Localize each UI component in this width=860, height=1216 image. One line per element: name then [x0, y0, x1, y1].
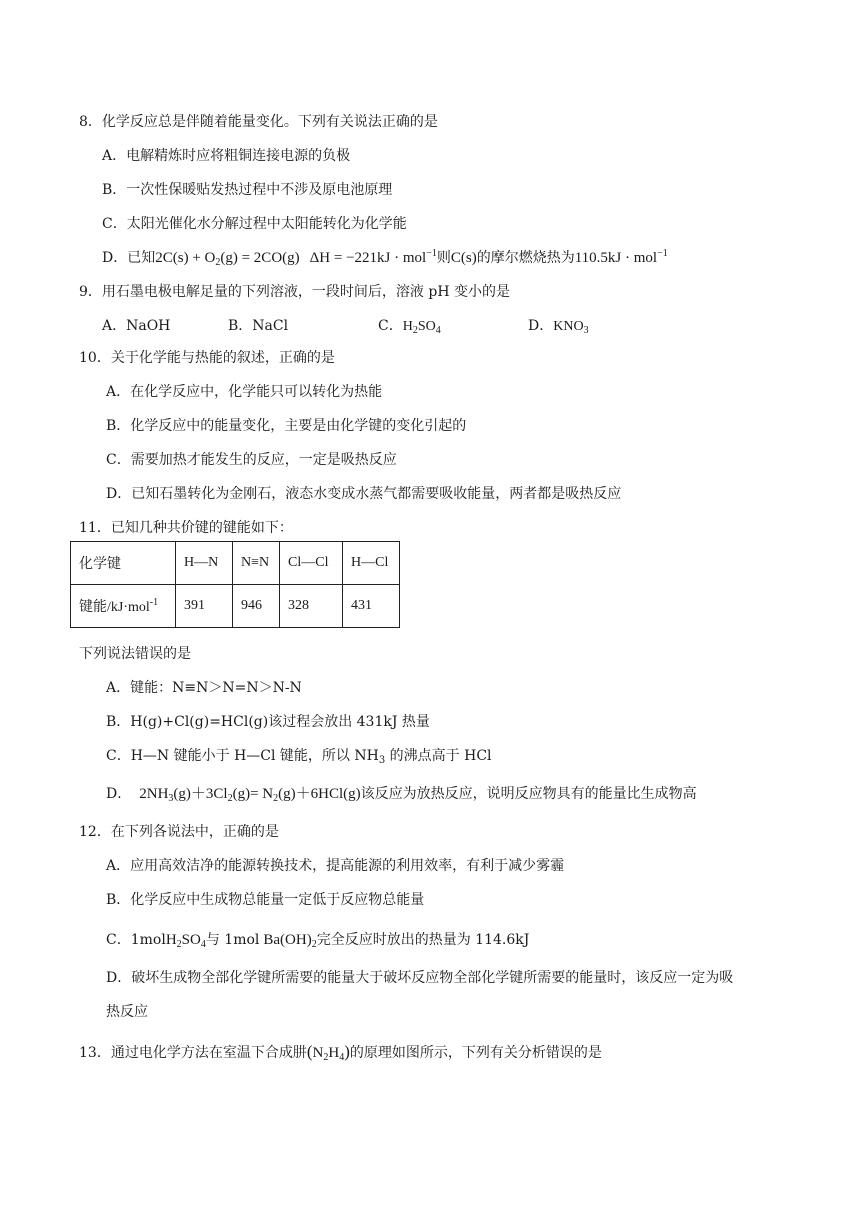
table-row: [71, 585, 400, 628]
q8-d-enthalpy: ΔH = −221kJ · mol$^{-1}$: [309, 248, 437, 266]
q13-stem: 13．通过电化学方法在室温下合成肼$(N_2H_4)$的原理如图所示，下列有关分析错误的是: [79, 1042, 602, 1063]
q10-option-b: B．化学反应中的能量变化，主要是由化学键的变化引起的: [106, 418, 467, 434]
q11-d-equation: $2NH_3(g)+3Cl_2(g)= N_2(g)+6HCl(g)$: [139, 786, 361, 804]
q12-option-a: A．应用高效洁净的能源转换技术，提高能源的利用效率，有利于减少雾霾: [106, 858, 565, 874]
table-header-row: [71, 542, 400, 585]
q8-option-c: C．太阳光催化水分解过程中太阳能转化为化学能: [102, 216, 407, 232]
table-header-cell: 化学键: [71, 542, 176, 585]
q8-option-b: B．一次性保暖贴发热过程中不涉及原电池原理: [102, 182, 393, 198]
q9-option-c: C．$H_2SO_4$: [378, 318, 441, 336]
q9-option-d: D．$KNO_3$: [528, 318, 589, 336]
q12-option-b: B．化学反应中生成物总能量一定低于反应物总能量: [106, 892, 425, 908]
table-header-cell: Cl—Cl: [280, 542, 343, 585]
q11-option-b: B．H(g)+Cl(g)=HCl(g)该过程会放出 431kJ 热量: [106, 714, 430, 730]
table-header-cell: H—Cl: [343, 542, 400, 585]
q12-option-d-line2: 热反应: [106, 1004, 148, 1020]
table-cell: 328: [280, 585, 343, 628]
table-header-cell: N≡N: [233, 542, 280, 585]
q8-option-a: A．电解精炼时应将粗铜连接电源的负极: [102, 148, 351, 164]
q10-option-d: D．已知石墨转化为金刚石，液态水变成水蒸气都需要吸收能量，两者都是吸热反应: [106, 486, 622, 502]
table-row-label: 键能/kJ·mol$^{-1}$: [71, 585, 176, 628]
q11-stem: 11．已知几种共价键的键能如下：: [79, 520, 293, 536]
q10-stem: 10．关于化学能与热能的叙述，正确的是: [79, 350, 335, 366]
q11-option-c: C．H—N 键能小于 H—Cl 键能，所以 $NH_3$ 的沸点高于 HCl: [106, 748, 492, 766]
q9-option-a: A．NaOH: [102, 318, 171, 334]
bond-energy-table: [70, 541, 400, 628]
q10-option-c: C．需要加热才能发生的反应，一定是吸热反应: [106, 452, 397, 468]
table-cell: 391: [176, 585, 233, 628]
q8-stem: 8．化学反应总是伴随着能量变化。下列有关说法正确的是: [79, 114, 438, 130]
q8-d-value: 110.5kJ · mol$^{-1}$: [574, 248, 668, 266]
q12-stem: 12．在下列各说法中，正确的是: [79, 824, 279, 840]
table-header-cell: H—N: [176, 542, 233, 585]
q9-option-b: B．NaCl: [228, 318, 289, 334]
q11-after-text: 下列说法错误的是: [79, 646, 191, 662]
q9-stem: 9．用石墨电极电解足量的下列溶液，一段时间后，溶液 pH 变小的是: [79, 284, 510, 300]
q8-d-equation: $2C(s) + O_2(g) = 2CO(g)$: [155, 250, 300, 268]
q12-option-d-line1: D．破坏生成物全部化学键所需要的能量大于破坏反应物全部化学键所需要的能量时，该反应一定为吸: [106, 970, 734, 986]
table-cell: 946: [233, 585, 280, 628]
q10-option-a: A．在化学反应中，化学能只可以转化为热能: [106, 384, 383, 400]
q13-formula: $(N_2H_4)$: [306, 1042, 350, 1063]
q8-option-d: D．已知$2C(s) + O_2(g) = 2CO(g) \Delta H = -221kJ \cdot mol^{-1}$则C(s)的摩尔燃烧热为110.5kJ · mol$^{-1}$: [102, 248, 668, 268]
q12-option-c: C．$1molH_2SO_4$与 1mol $Ba(OH)_2$完全反应时放出的热量为 114.6kJ: [106, 932, 530, 950]
q11-option-d: D． $2NH_3(g)+3Cl_2(g)= N_2(g)+6HCl(g)$该反应为放热反应，说明反应物具有的能量比生成物高: [106, 786, 697, 804]
table-cell: 431: [343, 585, 400, 628]
q11-option-a: A．键能：N≡N＞N=N＞N-N: [106, 680, 302, 696]
